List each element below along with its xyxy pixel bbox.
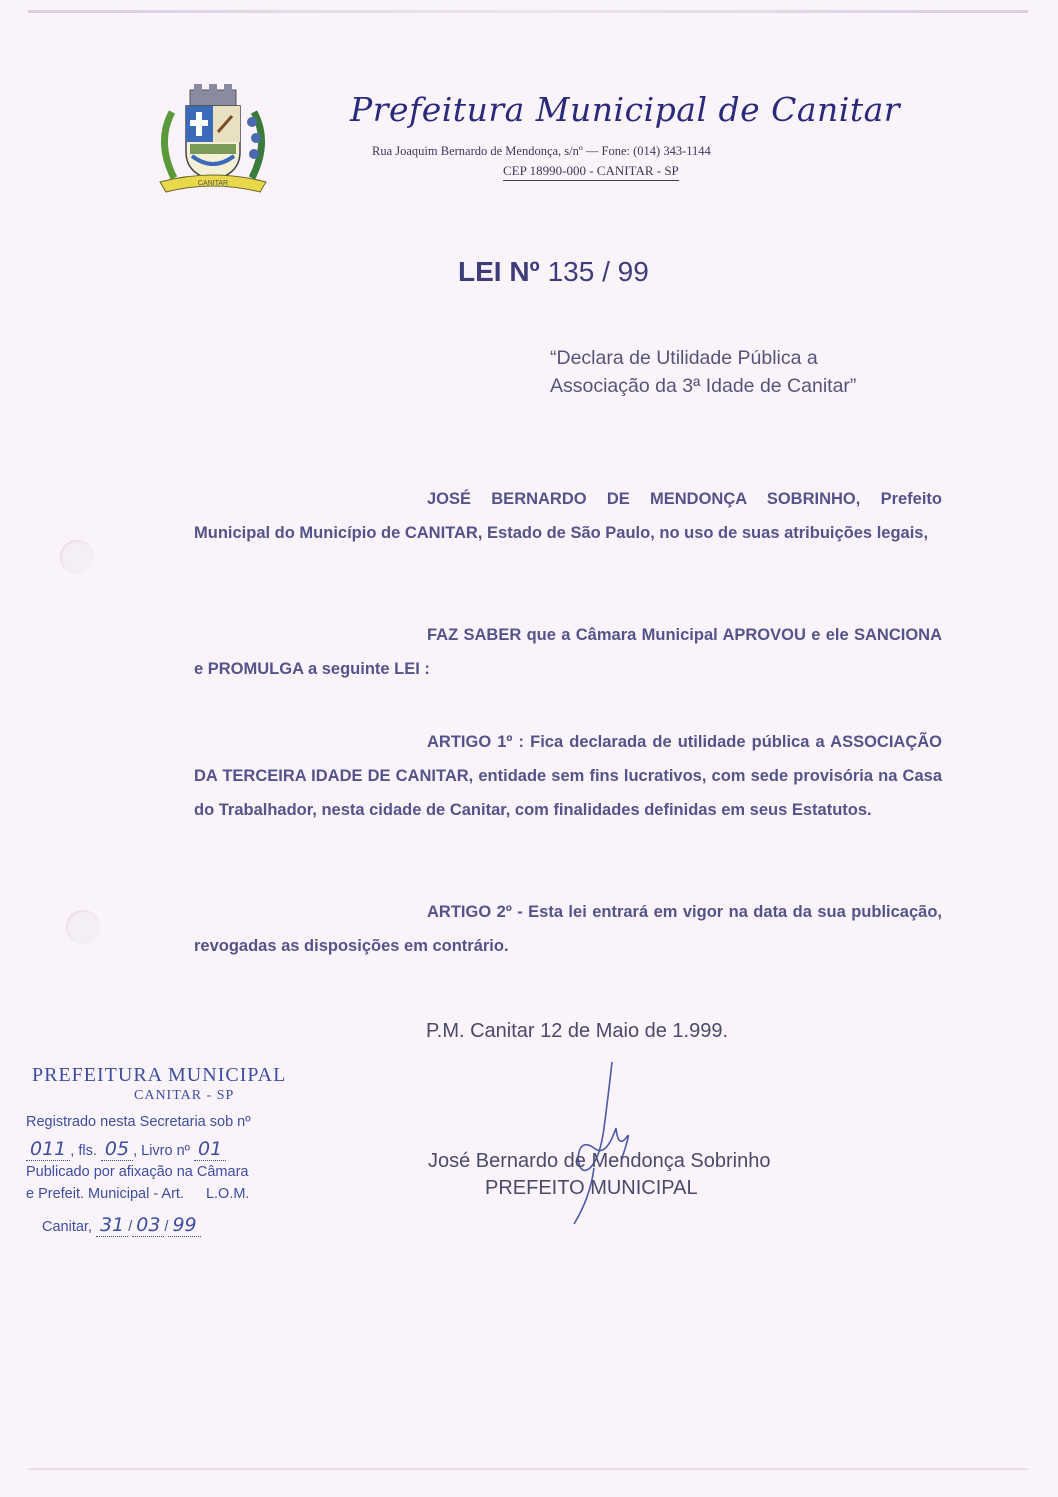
paragraph-faz-saber: FAZ SABER que a Câmara Municipal APROVOU e ele SANCIONA e PROMULGA a seguinte LEI : [194, 626, 942, 678]
law-prefix: LEI Nº [458, 256, 540, 287]
stamp-canitar-label: Canitar, [42, 1219, 92, 1235]
stamp-fls-label: , fls. [70, 1143, 97, 1159]
date-line: P.M. Canitar 12 de Maio de 1.999. [426, 1020, 729, 1042]
stamp-reg-number: 011 [26, 1138, 70, 1161]
stamp-line-5: Publicado por afixação na Câmara [26, 1164, 249, 1180]
signer-name: José Bernardo de Mendonça Sobrinho [428, 1150, 771, 1172]
paragraph-artigo-2: ARTIGO 2º - Esta lei entrará em vigor na data da sua publicação, revogadas as disposições em contrário. [194, 903, 942, 955]
stamp-fls-value: 05 [101, 1138, 133, 1161]
stamp-month: 03 [132, 1214, 164, 1237]
stamp-year: 99 [168, 1214, 200, 1237]
stamp-line-2: CANITAR - SP [134, 1088, 235, 1103]
stamp-line-1: PREFEITURA MUNICIPAL [32, 1064, 287, 1086]
stamp-day: 31 [96, 1214, 128, 1237]
handwritten-signature [560, 1058, 650, 1228]
registration-stamp [26, 1058, 346, 1248]
stamp-line-4 [26, 1138, 226, 1160]
stamp-line-6 [26, 1186, 249, 1202]
punch-hole-mark [66, 910, 100, 944]
law-ementa [550, 344, 970, 400]
stamp-livro-value: 01 [194, 1138, 226, 1161]
ementa-line: “Declara de Utilidade Pública a [550, 347, 818, 369]
signer-title: PREFEITO MUNICIPAL [485, 1177, 698, 1199]
punch-hole-mark [60, 540, 94, 574]
stamp-line-6b: L.O.M. [205, 1186, 250, 1202]
stamp-livro-label: , Livro nº [133, 1143, 190, 1159]
crest-banner-text: CANITAR [197, 180, 229, 187]
law-number: 135 / 99 [547, 256, 649, 287]
paragraph-artigo-1: ARTIGO 1º : Fica declarada de utilidade pública a ASSOCIAÇÃO DA TERCEIRA IDADE DE CANITAR, entidade sem fins lucrativos, com sede provisória na Casa do Trabalhador, nesta cidade de Canitar, com finalidades definidas em seus Estatutos. [194, 733, 942, 819]
ementa-line: Associação da 3ª Idade de Canitar” [550, 375, 857, 397]
scan-bottom-edge [28, 1468, 1028, 1470]
law-title [458, 256, 649, 288]
stamp-line-3: Registrado nesta Secretaria sob nº [26, 1114, 251, 1130]
paragraph-preamble: JOSÉ BERNARDO DE MENDONÇA SOBRINHO, Prefeito Municipal do Município de CANITAR, Estado de São Paulo, no uso de suas atribuições legais, [194, 490, 942, 542]
scan-top-edge [28, 10, 1028, 13]
letterhead-title: Prefeitura Municipal de Canitar [350, 90, 901, 129]
stamp-line-6a: e Prefeit. Municipal - Art. [26, 1186, 184, 1202]
stamp-line-7: Canitar, 31 / 03 / 99 [42, 1214, 201, 1236]
letterhead-cep: CEP 18990-000 - CANITAR - SP [503, 163, 679, 181]
letterhead-address: Rua Joaquim Bernardo de Mendonça, s/nº — Fone: (014) 343-1144 [372, 144, 711, 158]
